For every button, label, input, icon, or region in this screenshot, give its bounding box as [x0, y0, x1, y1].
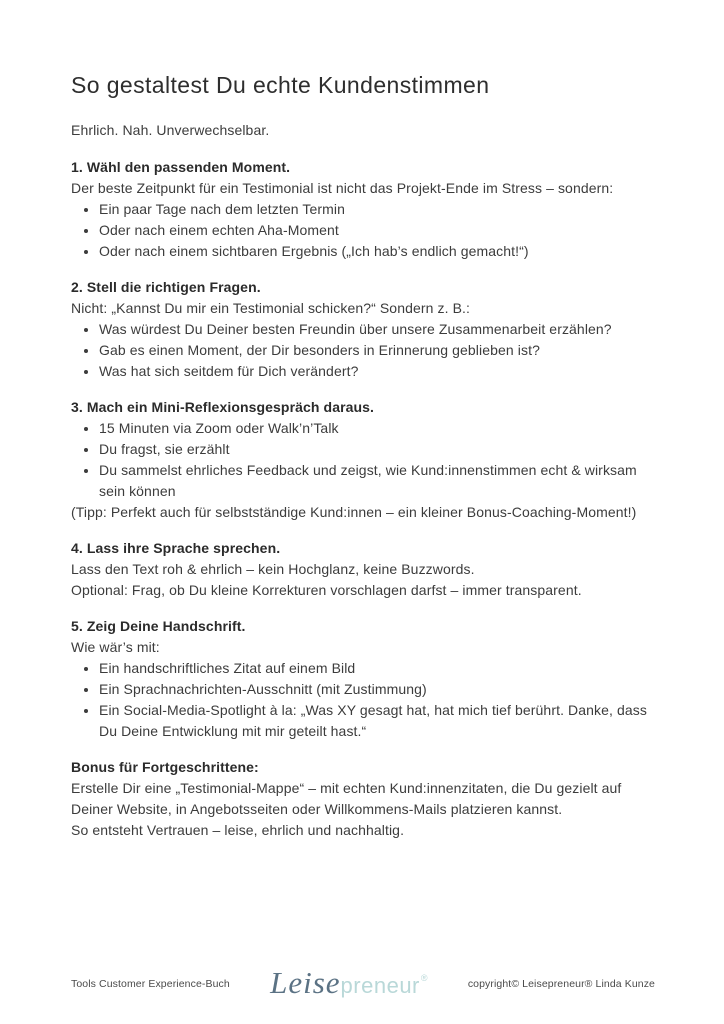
section-paragraph: Nicht: „Kannst Du mir ein Testimonial schicken?“ Sondern z. B.:	[71, 300, 470, 316]
bullet-list	[71, 658, 655, 742]
logo-registered-mark: ®	[420, 972, 428, 983]
section-heading: 2. Stell die richtigen Fragen.	[71, 279, 261, 295]
section-heading: 5. Zeig Deine Handschrift.	[71, 618, 246, 634]
section-paragraph: Lass den Text roh & ehrlich – kein Hochglanz, keine Buzzwords.	[71, 561, 475, 577]
document-section	[71, 757, 655, 841]
bullet-item: • Ein Sprachnachrichten-Ausschnitt (mit Zustimmung)	[99, 679, 655, 700]
section-paragraph: (Tipp: Perfekt auch für selbstständige Kund:innen – ein kleiner Bonus-Coaching-Moment!)	[71, 504, 637, 520]
bullet-item: • Du sammelst ehrliches Feedback und zeigst, wie Kund:innenstimmen echt & wirksam sein können	[99, 460, 655, 502]
document-section	[71, 277, 655, 382]
section-paragraph: So entsteht Vertrauen – leise, ehrlich und nachhaltig.	[71, 822, 405, 838]
section-heading: 3. Mach ein Mini-Reflexionsgespräch daraus.	[71, 399, 375, 415]
page-title: So gestaltest Du echte Kundenstimmen	[71, 72, 490, 98]
section-paragraph: Wie wär’s mit:	[71, 639, 160, 655]
bullet-item: • Was würdest Du Deiner besten Freundin über unsere Zusammenarbeit erzählen?	[99, 319, 655, 340]
bullet-item: • Ein handschriftliches Zitat auf einem Bild	[99, 658, 655, 679]
section-paragraph: Erstelle Dir eine „Testimonial-Mappe“ – mit echten Kund:innenzitaten, die Du gezielt auf Deiner Website, in Angebotsseiten oder Willkommens-Mails platzieren kannst.	[71, 780, 622, 817]
document-section	[71, 616, 655, 742]
footer-left-text: Tools Customer Experience-Buch	[71, 978, 230, 990]
bullet-item: • Du fragst, sie erzählt	[99, 439, 655, 460]
page-subtitle: Ehrlich. Nah. Unverwechselbar.	[71, 122, 270, 138]
bullet-list	[71, 319, 655, 382]
bullet-item: • Was hat sich seitdem für Dich verändert?	[99, 361, 655, 382]
bullet-list	[71, 418, 655, 502]
bullet-item: • Oder nach einem echten Aha-Moment	[99, 220, 655, 241]
bullet-item: • Gab es einen Moment, der Dir besonders in Erinnerung geblieben ist?	[99, 340, 655, 361]
section-heading: 4. Lass ihre Sprache sprechen.	[71, 540, 281, 556]
section-heading: 1. Wähl den passenden Moment.	[71, 159, 291, 175]
page-footer	[71, 958, 655, 1010]
bullet-item: • Oder nach einem sichtbaren Ergebnis („Ich hab’s endlich gemacht!“)	[99, 241, 655, 262]
document-section	[71, 397, 655, 523]
logo-script-text: Leise	[270, 964, 341, 1000]
sections-container	[71, 157, 655, 841]
document-section	[71, 157, 655, 262]
section-heading: Bonus für Fortgeschrittene:	[71, 759, 259, 775]
logo-rest-text: preneur	[340, 972, 420, 998]
document-section	[71, 538, 655, 601]
bullet-list	[71, 199, 655, 262]
bullet-item: • Ein paar Tage nach dem letzten Termin	[99, 199, 655, 220]
bullet-item: • Ein Social-Media-Spotlight à la: „Was XY gesagt hat, hat mich tief berührt. Danke, dass Du Deine Entwicklung mit mir geteilt hast.“	[99, 700, 655, 742]
section-paragraph: Der beste Zeitpunkt für ein Testimonial ist nicht das Projekt-Ende im Stress – sondern:	[71, 180, 614, 196]
section-paragraph: Optional: Frag, ob Du kleine Korrekturen vorschlagen darfst – immer transparent.	[71, 582, 582, 598]
leisepreneur-logo	[270, 964, 428, 1000]
footer-copyright-text: copyright© Leisepreneur® Linda Kunze	[467, 978, 655, 990]
bullet-item: • 15 Minuten via Zoom oder Walk’n’Talk	[99, 418, 655, 439]
